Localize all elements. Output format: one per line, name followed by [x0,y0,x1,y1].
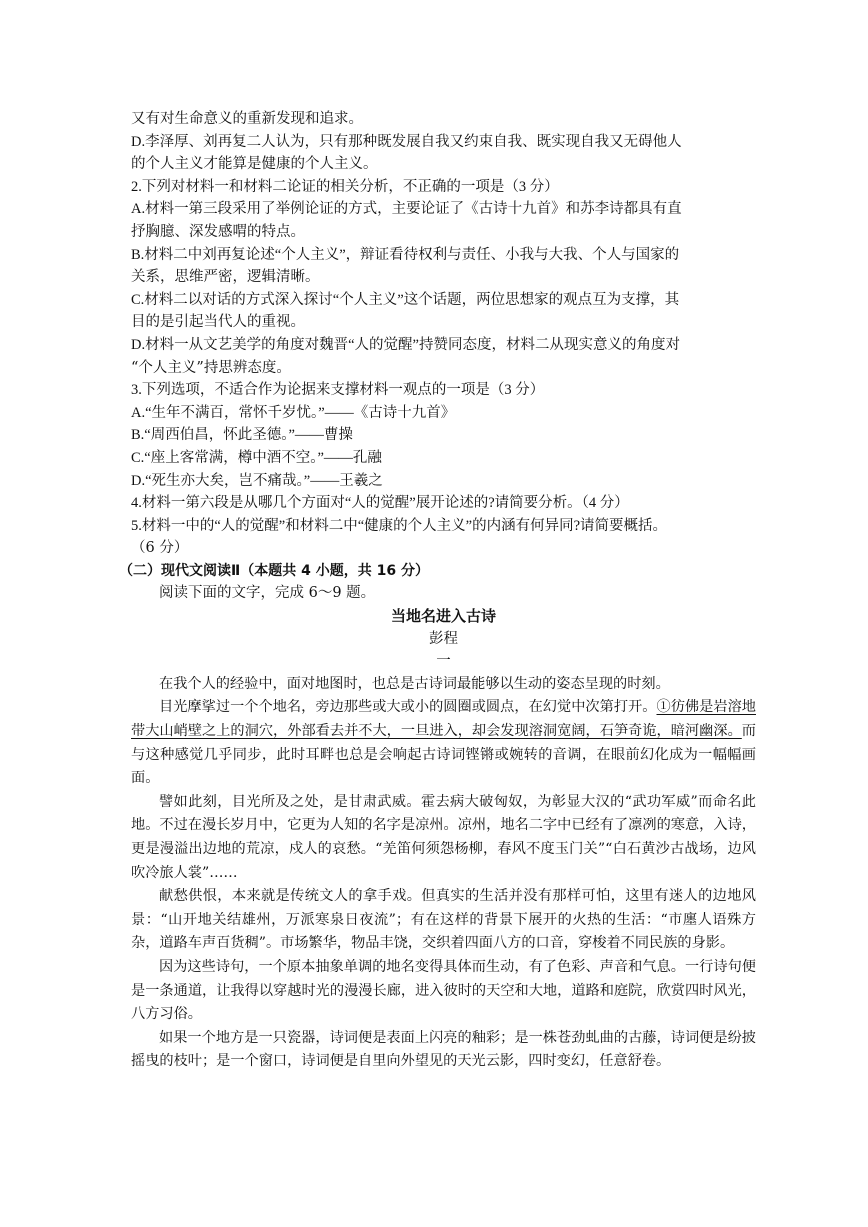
paragraph: 在我个人的经验中，面对地图时，也总是古诗词最能够以生动的姿态呈现的时刻。 [159,675,670,692]
question-block [131,108,756,560]
paragraph: 因为这些诗句，一个原本抽象单调的地名变得具体而生动，有了色彩、声音和气息。一行诗句便是一条通道，让我得以穿越时光的漫漫长廊，进入彼时的天空和大地，道路和庭院，欣赏四时风光，八方习俗。 [131,958,756,1023]
option-a-line: A.材料一第三段采用了举例论证的方式，主要论证了《古诗十九首》和苏李诗都具有直 [131,201,682,218]
option-d-line: D.“死生亦大矣，岂不痛哉。”——王羲之 [131,472,383,489]
paragraph: 譬如此刻，目光所及之处，是甘肃武威。霍去病大破匈奴，为彰显大汉的“武功军威”而命名此地。不过在漫长岁月中，它更为人知的名字是凉州。凉州，地名二字中已经有了凛冽的寒意，入诗，更是漫溢出边地的荒凉，戍人的哀愁。“羌笛何须怨杨柳，春风不度玉门关”“白石黄沙古战场，边风吹冷旅人裳”…… [131,793,756,881]
text-line: “个人主义”持思辨态度。 [131,359,291,376]
paragraph: 如果一个地方是一只瓷器，诗词便是表面上闪亮的釉彩；是一株苍劲虬曲的古藤，诗词便是纷披摇曳的枝叶；是一个窗口，诗词便是自里向外望见的天光云影，四时变幻，任意舒卷。 [131,1029,756,1070]
option-c-line: C.材料二以对话的方式深入探讨“个人主义”这个话题，两位思想家的观点互为支撑，其 [131,291,680,308]
option-b-line: B.“周西伯昌，怀此圣德。”——曹操 [131,427,353,444]
document-page [119,108,756,1074]
part-number: 一 [436,653,451,670]
essay-author: 彭程 [429,630,458,647]
section-heading: （二）现代文阅读Ⅱ（本题共 4 小题，共 16 分） [119,562,429,579]
paragraph [131,696,756,790]
question-5: 5.材料一中的“人的觉醒”和材料二中“健康的个人主义”的内涵有何异同?请简要概括。 [131,517,668,534]
question-3: 3.下列选项，不适合作为论据来支撑材料一观点的一项是（3 分） [131,382,545,399]
essay-title: 当地名进入古诗 [390,607,496,626]
question-4: 4.材料一第六段是从哪几个方面对“人的觉醒”展开论述的?请简要分析。（4 分） [131,495,629,512]
option-d-line: D.材料一从文艺美学的角度对魏晋“人的觉醒”持赞同态度，材料二从现实意义的角度对 [131,336,680,353]
text-line: 抒胸臆、深发感喟的特点。 [131,223,305,240]
paragraph-text: 目光摩挲过一个个地名，旁边那些或大或小的圆圈或圆点，在幻觉中次第打开。 [159,699,657,716]
instruction: 阅读下面的文字，完成 6～9 题。 [159,585,376,602]
text-line: 关系，思维严密，逻辑清晰。 [131,269,320,286]
text-line: 又有对生命意义的重新发现和追求。 [131,111,363,127]
question-2: 2.下列对材料一和材料二论证的相关分析，不正确的一项是（3 分） [131,178,559,195]
score-line: （6 分） [131,540,189,557]
option-d-line: D.李泽厚、刘再复二人认为，只有那种既发展自我又约束自我、既实现自我又无碍他人 [131,133,682,150]
essay-body [131,673,756,1074]
paragraph: 献愁供恨，本来就是传统文人的拿手戏。但真实的生活并没有那样可怕，这里有迷人的边地风景：“山开地关结雄州，万派寒泉日夜流”；有在这样的背景下展开的火热的生活：“市廛人语殊方杂，道路车声百货稠”。市场繁华，物品丰饶，交织着四面八方的口音，穿梭着不同民族的身影。 [131,888,756,952]
paragraph-text: 而与这种感觉几乎同步，此时耳畔也总是会响起古诗词铿锵或婉转的音调，在眼前幻化成为一幅幅画面。 [131,723,756,787]
option-c-line: C.“座上客常满，樽中酒不空。”——孔融 [131,449,382,466]
option-b-line: B.材料二中刘再复论述“个人主义”，辩证看待权利与责任、小我与大我、个人与国家的 [131,246,680,263]
underlined-sentence-1: ①彷佛是岩溶地带大山峭壁之上的洞穴，外部看去并不大，一旦进入，却会发现溶洞宽阔，石笋奇诡，暗河幽深。 [131,699,756,740]
option-a-line: A.“生年不满百，常怀千岁忧。”——《古诗十九首》 [131,404,456,421]
text-line: 的个人主义才能算是健康的个人主义。 [131,156,378,173]
text-line: 目的是引起当代人的重视。 [131,314,305,331]
